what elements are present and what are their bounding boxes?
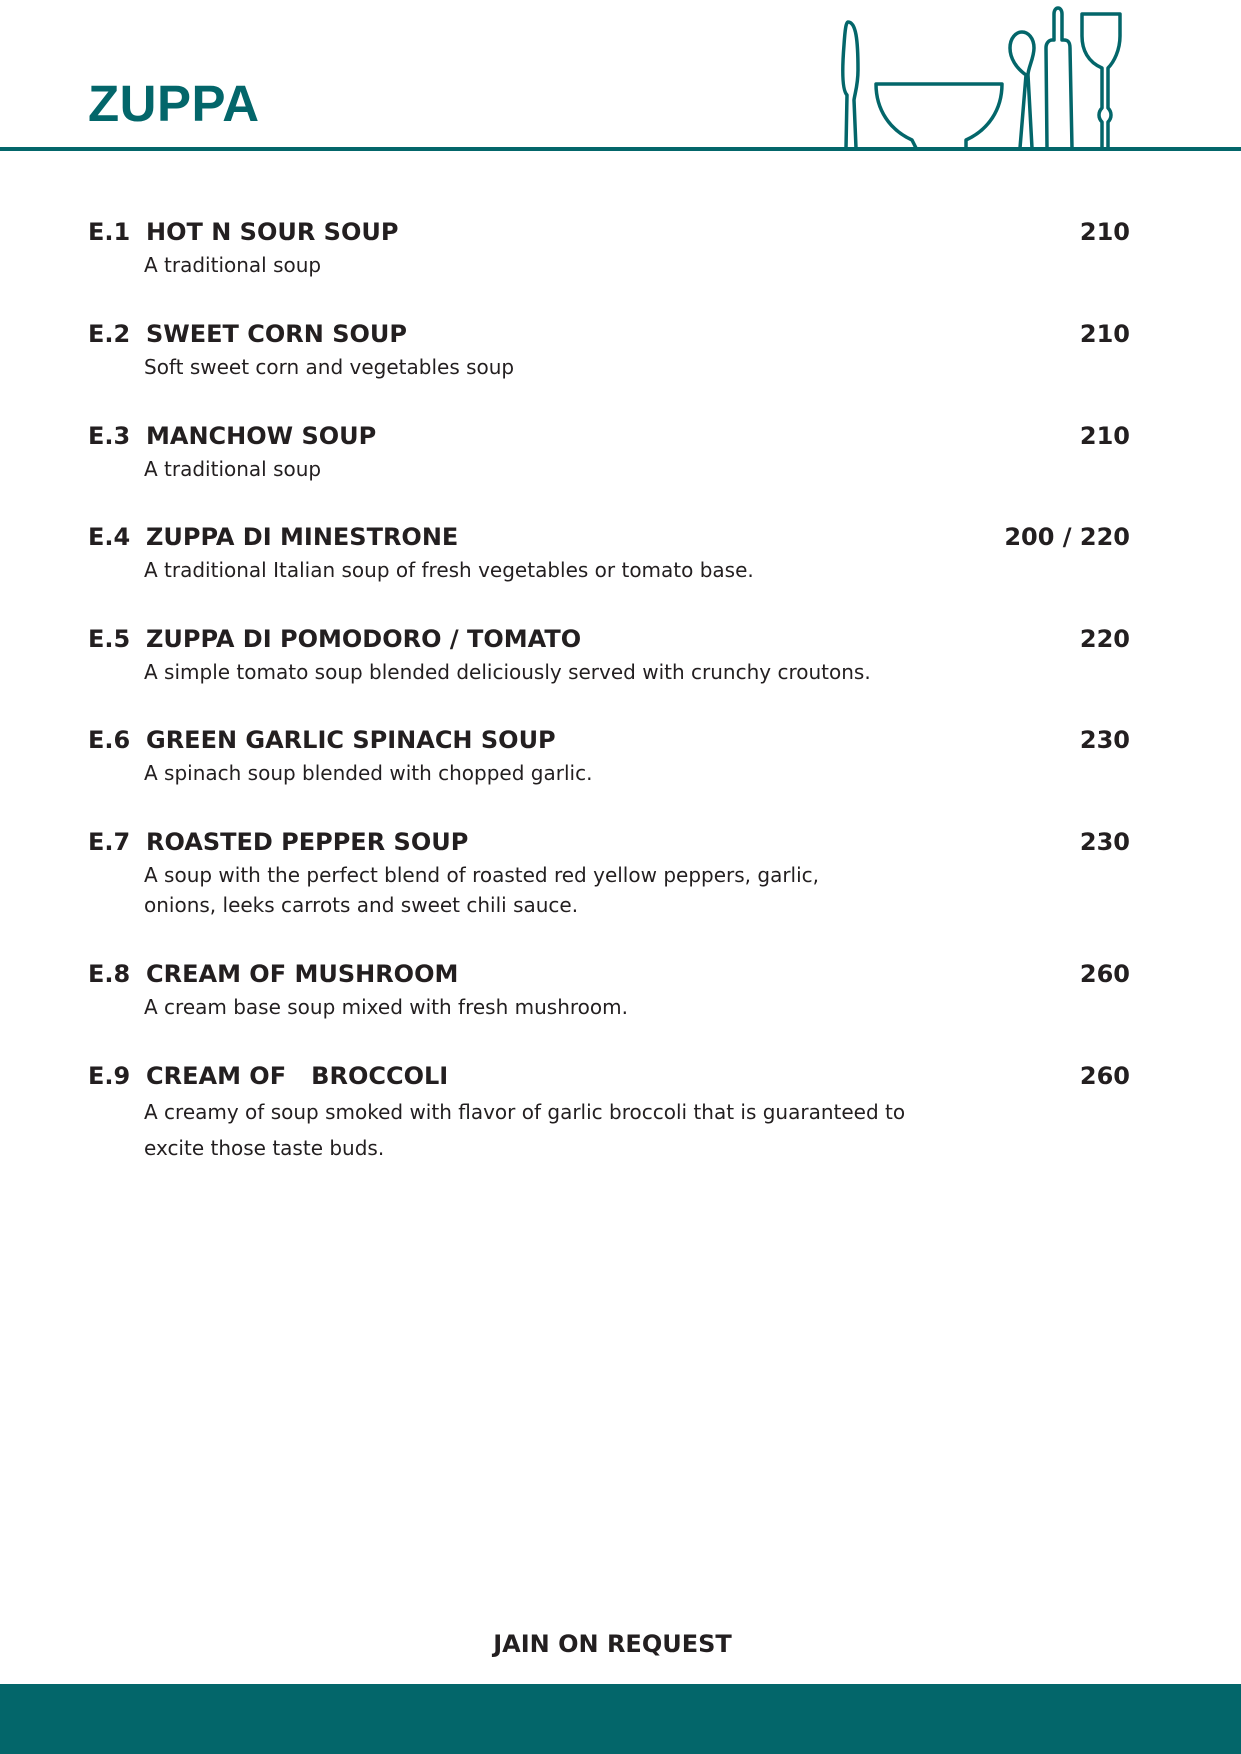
menu-item: [88, 621, 1130, 687]
footer-band: [0, 1684, 1241, 1754]
item-description: A traditional Italian soup of fresh vegetables or tomato base.: [144, 558, 754, 582]
item-description: A traditional soup: [144, 253, 322, 277]
menu-item: [88, 418, 1130, 484]
item-description: A traditional soup: [144, 457, 322, 481]
item-description: A soup with the perfect blend of roasted red yellow peppers, garlic, onions, leeks carrots and sweet chili sauce.: [144, 863, 820, 917]
item-description: A spinach soup blended with chopped garlic.: [144, 761, 593, 785]
menu-item: [88, 519, 1130, 585]
item-code: E.6: [88, 726, 131, 754]
item-name: HOT N SOUR SOUP: [146, 218, 399, 246]
item-name: SWEET CORN SOUP: [146, 320, 407, 348]
item-description: A simple tomato soup blended deliciously served with crunchy croutons.: [144, 660, 871, 684]
item-code: E.9: [88, 1062, 131, 1090]
menu-item: [88, 1058, 1130, 1166]
item-name: CREAM OF BROCCOLI: [146, 1062, 449, 1090]
menu-item: [88, 316, 1130, 382]
cutlery-illustration-icon: [830, 0, 1150, 150]
menu-item: [88, 722, 1130, 788]
item-code: E.3: [88, 422, 131, 450]
section-title: ZUPPA: [88, 75, 260, 132]
item-description: A cream base soup mixed with fresh mushroom.: [144, 995, 628, 1019]
item-name: ZUPPA DI MINESTRONE: [146, 523, 459, 551]
header-rule: [0, 147, 1241, 151]
item-description: A creamy of soup smoked with flavor of garlic broccoli that is guaranteed to excite those taste buds.: [144, 1100, 906, 1160]
item-price: 220: [1079, 625, 1130, 653]
item-name: MANCHOW SOUP: [146, 422, 377, 450]
footer-note: JAIN ON REQUEST: [493, 1630, 732, 1658]
item-code: E.7: [88, 828, 131, 856]
item-code: E.4: [88, 523, 131, 551]
item-price: 260: [1079, 960, 1130, 988]
item-name: CREAM OF MUSHROOM: [146, 960, 459, 988]
menu-item: [88, 956, 1130, 1022]
item-price: 210: [1079, 218, 1130, 246]
item-name: GREEN GARLIC SPINACH SOUP: [146, 726, 556, 754]
item-price: 230: [1079, 828, 1130, 856]
item-code: E.1: [88, 218, 131, 246]
item-name: ZUPPA DI POMODORO / TOMATO: [146, 625, 582, 653]
menu-item: [88, 824, 1130, 920]
item-price: 200 / 220: [1004, 523, 1130, 551]
item-code: E.2: [88, 320, 131, 348]
item-description: Soft sweet corn and vegetables soup: [144, 355, 515, 379]
item-price: 210: [1079, 422, 1130, 450]
item-price: 260: [1079, 1062, 1130, 1090]
item-price: 230: [1079, 726, 1130, 754]
item-price: 210: [1079, 320, 1130, 348]
menu-item: [88, 214, 1130, 280]
item-code: E.5: [88, 625, 131, 653]
item-code: E.8: [88, 960, 131, 988]
item-name: ROASTED PEPPER SOUP: [146, 828, 469, 856]
